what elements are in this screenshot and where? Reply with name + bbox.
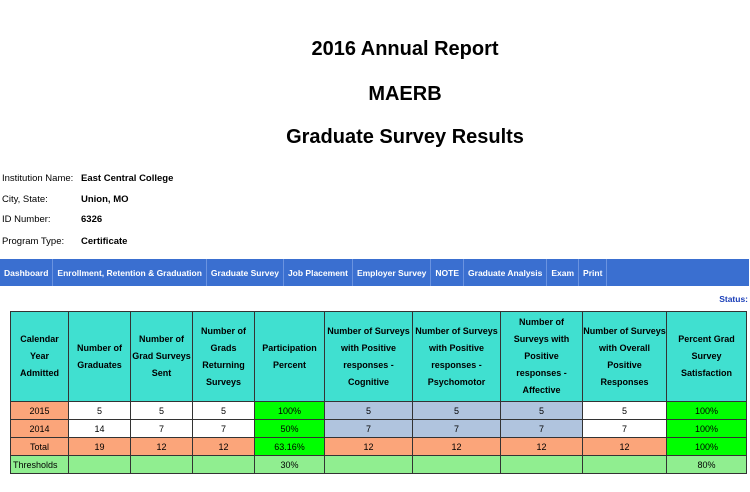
cell-total-satisfaction: 100% <box>667 438 747 456</box>
table-row <box>11 420 747 438</box>
tab-employer-survey[interactable]: Employer Survey <box>353 259 431 286</box>
cell-affective: 7 <box>501 420 583 438</box>
tab-enrollment[interactable]: Enrollment, Retention & Graduation <box>53 259 207 286</box>
cell-threshold-satisfaction: 80% <box>667 456 747 474</box>
cell-participation: 50% <box>255 420 325 438</box>
cell-psychomotor: 7 <box>413 420 501 438</box>
program-type-row <box>2 236 127 247</box>
cell-total-graduates: 19 <box>69 438 131 456</box>
cell-total-cognitive: 12 <box>325 438 413 456</box>
cell-cognitive: 5 <box>325 402 413 420</box>
cell-total-affective: 12 <box>501 438 583 456</box>
report-title: 2016 Annual Report <box>311 38 499 60</box>
header-calendar-year: Calendar Year Admitted <box>11 312 69 402</box>
cell-year: 2015 <box>11 402 69 420</box>
city-state-row <box>2 194 129 205</box>
tab-graduate-survey[interactable]: Graduate Survey <box>207 259 284 286</box>
status-label: Status: <box>719 294 748 304</box>
header-surveys-sent: Number of Grad Surveys Sent <box>131 312 193 402</box>
tab-exam[interactable]: Exam <box>547 259 579 286</box>
institution-name-label: Institution Name: <box>2 173 74 184</box>
cell-returning: 5 <box>193 402 255 420</box>
cell-thresholds-label: Thresholds <box>11 456 69 474</box>
cell-total-surveys-sent: 12 <box>131 438 193 456</box>
table-header-row <box>11 312 747 402</box>
cell-empty <box>131 456 193 474</box>
cell-total-psychomotor: 12 <box>413 438 501 456</box>
id-number-value: 6326 <box>81 214 103 225</box>
city-state-label: City, State: <box>2 194 48 205</box>
cell-surveys-sent: 5 <box>131 402 193 420</box>
cell-empty <box>193 456 255 474</box>
header-overall-positive: Number of Surveys with Overall Positive Responses <box>583 312 667 402</box>
cell-overall-positive: 5 <box>583 402 667 420</box>
header-satisfaction-percent: Percent Grad Survey Satisfaction <box>667 312 747 402</box>
tab-print[interactable]: Print <box>579 259 607 286</box>
tab-note[interactable]: NOTE <box>431 259 464 286</box>
report-subtitle-survey: Graduate Survey Results <box>286 126 524 148</box>
thresholds-row <box>11 456 747 474</box>
cell-total-returning: 12 <box>193 438 255 456</box>
cell-graduates: 5 <box>69 402 131 420</box>
cell-threshold-participation: 30% <box>255 456 325 474</box>
city-state-value: Union, MO <box>81 194 129 205</box>
program-type-label: Program Type: <box>2 236 65 247</box>
cell-returning: 7 <box>193 420 255 438</box>
header-positive-cognitive: Number of Surveys with Positive responses - Cognitive <box>325 312 413 402</box>
cell-affective: 5 <box>501 402 583 420</box>
table-row <box>11 402 747 420</box>
total-row <box>11 438 747 456</box>
tab-graduate-analysis[interactable]: Graduate Analysis <box>464 259 547 286</box>
cell-total-overall-positive: 12 <box>583 438 667 456</box>
tab-dashboard[interactable]: Dashboard <box>0 259 53 286</box>
cell-total-participation: 63.16% <box>255 438 325 456</box>
header-returning-surveys: Number of Grads Returning Surveys <box>193 312 255 402</box>
cell-overall-positive: 7 <box>583 420 667 438</box>
cell-satisfaction: 100% <box>667 402 747 420</box>
cell-empty <box>325 456 413 474</box>
cell-surveys-sent: 7 <box>131 420 193 438</box>
nav-bar <box>0 259 749 286</box>
header-positive-psychomotor: Number of Surveys with Positive responses - Psychomotor <box>413 312 501 402</box>
cell-empty <box>413 456 501 474</box>
header-number-of-graduates: Number of Graduates <box>69 312 131 402</box>
cell-empty <box>583 456 667 474</box>
institution-name-row <box>2 173 173 184</box>
header-positive-affective: Number of Surveys with Positive responses - Affective <box>501 312 583 402</box>
tab-job-placement[interactable]: Job Placement <box>284 259 353 286</box>
cell-total-label: Total <box>11 438 69 456</box>
institution-name-value: East Central College <box>81 173 174 184</box>
id-number-row <box>2 214 102 225</box>
cell-empty <box>69 456 131 474</box>
report-subtitle-maerb: MAERB <box>368 83 442 105</box>
header-participation-percent: Participation Percent <box>255 312 325 402</box>
cell-psychomotor: 5 <box>413 402 501 420</box>
cell-graduates: 14 <box>69 420 131 438</box>
cell-year: 2014 <box>11 420 69 438</box>
program-type-value: Certificate <box>81 236 128 247</box>
cell-empty <box>501 456 583 474</box>
id-number-label: ID Number: <box>2 214 51 225</box>
survey-results-table <box>10 311 747 474</box>
cell-satisfaction: 100% <box>667 420 747 438</box>
cell-cognitive: 7 <box>325 420 413 438</box>
cell-participation: 100% <box>255 402 325 420</box>
